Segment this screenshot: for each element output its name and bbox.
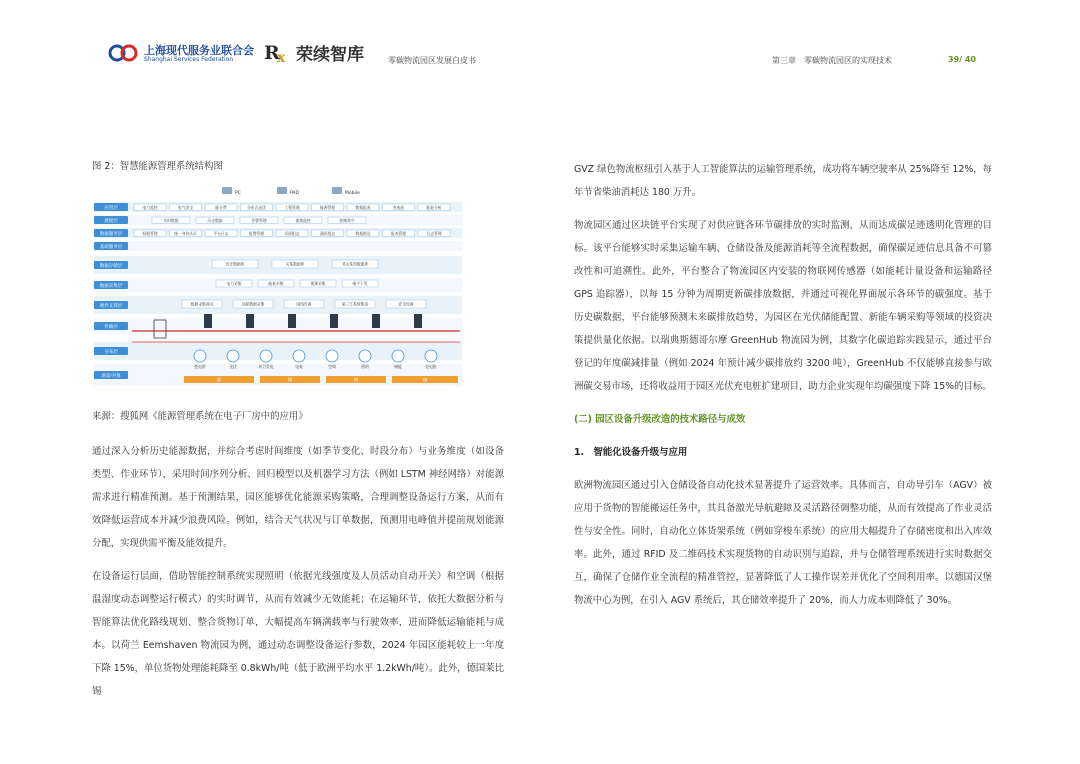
scene-5-icon (359, 350, 371, 362)
cabinet-icon (288, 314, 296, 328)
device-mobile-icon (332, 187, 342, 194)
scene-label: 风力发电 (258, 364, 274, 369)
device-pc-icon (222, 187, 232, 194)
collect-item-label: 能耗采集 (268, 281, 284, 287)
layer-band (94, 342, 462, 360)
layer-label: 展现层 (104, 219, 118, 224)
hardware-item-label: 远程数据采集 (241, 301, 265, 307)
page-header (0, 0, 1080, 80)
scene-group-label: 网 (287, 378, 293, 384)
paragraph-forecast: 通过深入分析历史能源数据，并综合考虑时间维度（如季节变化、时段分布）与业务维度（如设备类型、作业环节），采用时间序列分析、回归模型以及机器学习方法（例如 LSTM 神经网络）对能源需求进行精准预测。基于预测结果，园区能够优化能源采购策略，合理调整设备运行方案，从而有效降低运营成本并减少浪费风险。例如，结合天气状况与订单数据，预测用电峰值并提前规划能源分配，实现供需平衡及能效提升。 (92, 446, 504, 549)
layer-band (94, 318, 462, 334)
svg-text:R: R (264, 42, 280, 64)
cabinet-icon (372, 314, 380, 328)
brand-name: 荣续智库 (296, 45, 364, 65)
app-item-label: 电气安全 (177, 204, 194, 210)
cabinet-icon (330, 314, 338, 328)
scene-7-icon (425, 350, 437, 362)
scene-2-icon (260, 350, 272, 362)
collect-item-label: 电力采集 (226, 281, 242, 287)
layer-label: 数据存储层 (99, 264, 123, 269)
hardware-item-label: 安全设备 (398, 301, 414, 307)
storage-item-label: 非关系型数据库 (341, 261, 369, 267)
basic-item-label: 报表管理 (390, 230, 407, 236)
display-item-label: 实时数据 (163, 217, 179, 223)
scene-group-label: 储 (422, 378, 428, 384)
layer-label: 数据服务层 (99, 232, 123, 237)
display-item-label: 视频监控 (295, 217, 311, 223)
basic-item-label: 统一身份认证 (174, 230, 197, 236)
basic-item-label: 平台日志 (213, 230, 229, 236)
layer-band (94, 241, 462, 251)
paragraph-automation: 欧洲物流园区通过引入仓储设备自动化技术显著提升了运营效率。具体而言，自动导引车（AGV）被应用于货物的智能搬运任务中，其具备激光导航避障及灵活路径调整功能，从而有效提高了作业灵活性与安全性。同时，自动化立体货架系统（例如穿梭车系统）的应用大幅提升了存储密度和出入库效率。此外，通过 RFID 及二维码技术实现货物的自动识别与追踪，并与仓储管理系统进行实时数据交互，确保了仓储作业全流程的精准管控，显著降低了人工操作误差并优化了空间利用率。以德国汉堡物流中心为例，在引入 AGV 系统后，其仓储效率提升了 20%，而人力成本则降低了 30%。 (574, 480, 992, 606)
layer-label: 传输层 (104, 325, 118, 330)
org-name-en: Shanghai Services Federation (144, 56, 234, 63)
app-item-label: 分布式光伏 (247, 204, 266, 210)
scene-label: 空调 (328, 364, 336, 369)
scene-0-icon (194, 350, 206, 362)
sub-heading: 1. 智能化设备升级与应用 (574, 447, 688, 458)
basic-item-label: 通讯组态 (319, 230, 336, 236)
svg-text:x: x (277, 50, 286, 64)
basic-item-label: 权限管理 (142, 230, 158, 236)
chapter-title: 第三章 零碳物流园区的实现技术 (772, 56, 892, 65)
layer-label: 基础服务层 (99, 245, 123, 250)
scene-4-icon (326, 350, 338, 362)
scene-1-icon (227, 350, 239, 362)
layer-label: 数据采集层 (99, 284, 123, 289)
federation-logo-icon (108, 42, 140, 64)
hardware-item-label: 第三方系统集成 (341, 301, 369, 307)
hardware-item-label: 网络设备 (296, 301, 312, 307)
app-item-label: 工程管理 (284, 204, 300, 210)
app-item-label: 能计费 (215, 204, 227, 210)
layer-label: 硬件支撑层 (99, 304, 123, 309)
display-item-label: 告警管理 (251, 217, 267, 223)
energy-system-architecture-diagram (92, 184, 464, 402)
scene-label: 光伏 (229, 364, 237, 369)
basic-item-label: 日志管理 (426, 230, 442, 236)
basic-item-label: 数据推送 (355, 230, 371, 236)
storage-item-label: 历史数据库 (225, 261, 245, 267)
paragraph-blockchain: 物流园区通过区块链平台实现了对供应链各环节碳排放的实时监测，从而达成碳足迹透明化管理的目标。该平台能够实时采集运输车辆、仓储设备及能源消耗等全流程数据，确保碳足迹信息具备不可篡改性和可追溯性。此外，平台整合了物流园区内安装的物联网传感器（如能耗计量设备和运输路径 GPS 追踪器），以每 15 分钟为周期更新碳排放数据，并通过可视化界面展示各环节的碳强度。基于历史碳数据，平台能够预测未来碳排放趋势，为园区在光伏储能配置、新能车辆采购等领域的投资决策提供量化依据。以瑞典斯德哥尔摩 GreenHub 物流园为例，其数字化碳追踪实践显示，通过平台登记的年度碳减排量（例如 2024 年预计减少碳排放约 3200 吨），GreenHub 不仅能够直接参与欧洲碳交易市场，还将收益用于园区光伏充电桩扩建项目，助力企业实现年均碳强度下降 15%的目标。 (574, 220, 992, 392)
scene-label: 储能 (394, 364, 402, 369)
figure-source: 来源：搜狐网《能源管理系统在电子厂房中的应用》 (92, 411, 308, 422)
cabinet-icon (204, 314, 212, 328)
rx-brand-logo-icon (264, 40, 294, 64)
layer-label: 分布层 (104, 350, 118, 355)
layer-label: 场景/对象 (101, 374, 121, 379)
hardware-item-label: 数据采集网关 (190, 301, 214, 307)
left-column (92, 440, 504, 713)
basic-item-label: 报警管理 (248, 230, 265, 236)
paragraph-device-control: 在设备运行层面，借助智能控制系统实现照明（依据光线强度及人员活动自动开关）和空调（根据温湿度动态调整运行模式）的实时调节，从而有效减少无效能耗；在运输环节，依托大数据分析与智能算法优化路线规划、整合货物订单，大幅提高车辆满载率与行驶效率，进而降低运输能耗与成本。以荷兰 Eemshaven 物流园为例，通过动态调整设备运行参数，2024 年园区能耗较上一年度下降 15%，单位货物处理能耗降至 0.8kWh/吨（低于欧洲平均水平 1.2kWh/吨）。此外，德国莱比锡 (92, 571, 504, 697)
app-item-label: 电力监控 (142, 204, 158, 210)
page-number: 39/ 40 (948, 55, 976, 64)
app-item-label: 能耗分析 (426, 204, 442, 210)
scene-label: 充电桩 (425, 364, 437, 369)
collect-item-label: 视频采集 (310, 281, 326, 287)
app-item-label: 数据报表 (355, 204, 371, 210)
scene-group-label: 荷 (353, 378, 359, 384)
device-label: PC (235, 191, 241, 196)
app-item-label: 充电桩 (392, 204, 405, 210)
display-item-label: 历史数据 (207, 217, 223, 223)
device-label: Mobile (345, 191, 360, 196)
device-label: PAD (290, 191, 299, 196)
right-column (574, 158, 992, 622)
scene-label: 照明 (361, 364, 369, 369)
scene-6-icon (392, 350, 404, 362)
section-heading: (二) 园区设备升级改造的技术路径与成效 (574, 414, 746, 425)
storage-item-label: 关系数据库 (285, 261, 305, 267)
collect-item-label: 指令下发 (352, 281, 368, 287)
app-item-label: 能源管理 (319, 204, 336, 210)
layer-label: 应用层 (104, 206, 118, 211)
display-item-label: 控制命令 (339, 217, 355, 223)
paragraph-gvz: GVZ 绿色物流枢纽引入基于人工智能算法的运输管理系统，成功将车辆空驶率从 25%降至 12%，每年节省柴油消耗达 180 万升。 (574, 164, 992, 198)
scene-label: 电表 (295, 364, 303, 369)
figure-caption: 图 2：智慧能源管理系统结构图 (92, 161, 223, 172)
org-name-cn: 上海现代服务业联合会 (144, 44, 254, 57)
document-title: 零碳物流园区发展白皮书 (388, 56, 476, 65)
basic-item-label: 页面组态 (284, 230, 300, 236)
scene-3-icon (293, 350, 305, 362)
scene-group-label: 源 (216, 378, 222, 384)
cabinet-icon (246, 314, 254, 328)
cabinet-icon (414, 314, 422, 328)
device-pad-icon (277, 187, 287, 194)
scene-label: 变电所 (194, 364, 206, 369)
